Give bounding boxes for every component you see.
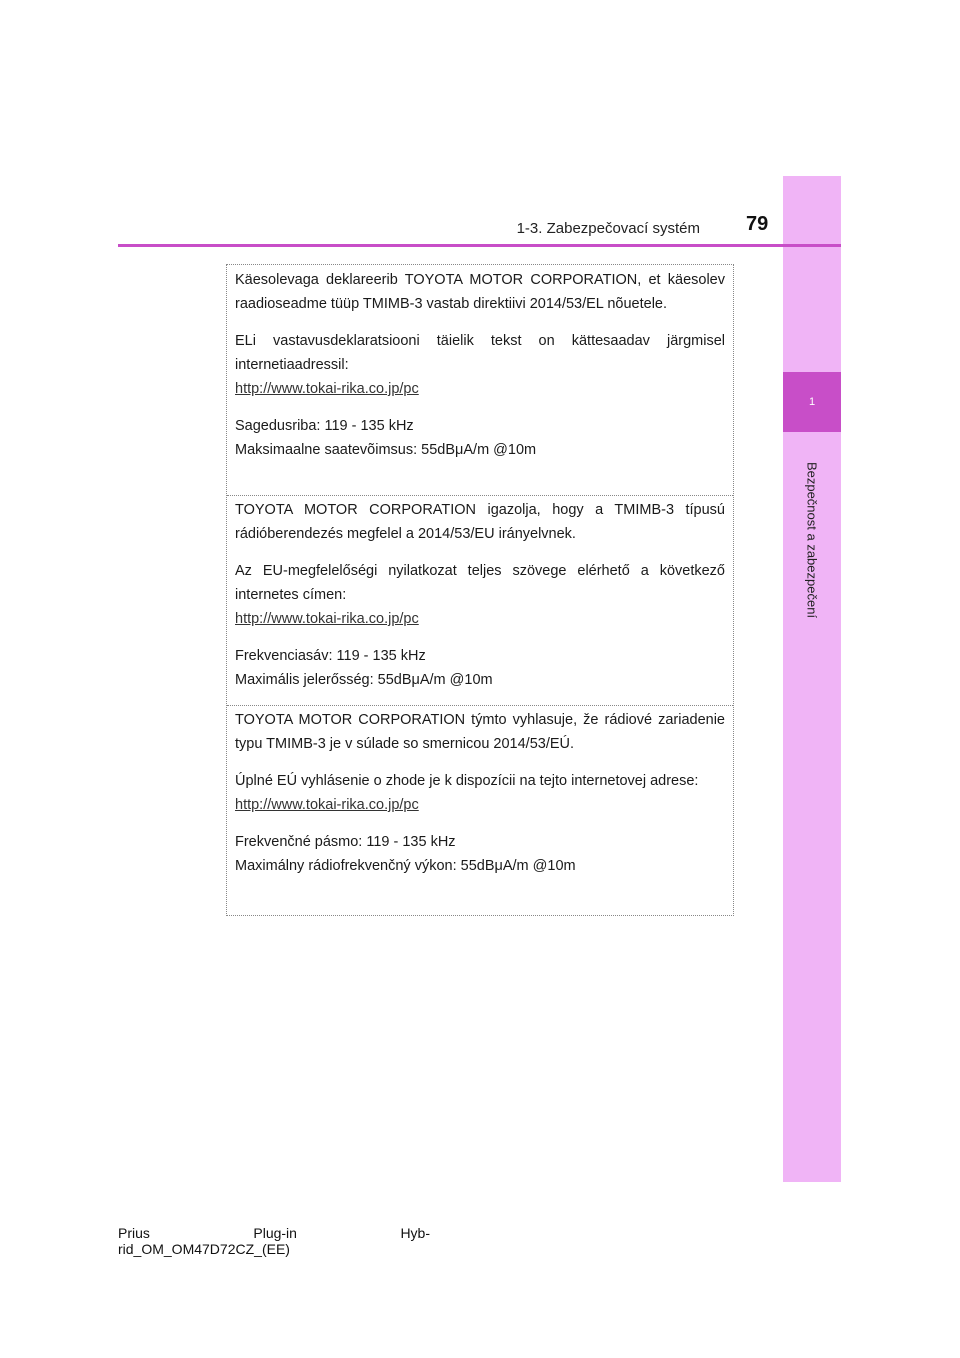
declaration-text: TOYOTA MOTOR CORPORATION týmto vyhlasuje, že rádiové zariadenie typu TMIMB-3 je v súlade so smernicou 2014/53/EÚ. [235, 712, 725, 752]
power-text: Maximális jelerősség: 55dBμA/m @10m [235, 672, 493, 688]
frequency-text: Frekvenciasáv: 119 - 135 kHz [235, 648, 426, 664]
declaration-section-slovak [227, 708, 733, 878]
footer-type: Hyb- [400, 1225, 430, 1241]
chapter-side-tab [783, 176, 841, 1182]
power-text: Maximálny rádiofrekvenčný výkon: 55dBμA/m @10m [235, 858, 576, 874]
footer-model: Prius [118, 1225, 150, 1241]
declaration-url-link[interactable]: http://www.tokai-rika.co.jp/pc [235, 797, 419, 813]
availability-text: ELi vastavusdeklaratsiooni täielik tekst on kättesaadav järgmisel internetiaadressil: [235, 333, 725, 373]
document-footer [118, 1225, 430, 1257]
declaration-box [226, 264, 734, 916]
frequency-text: Frekvenčné pásmo: 119 - 135 kHz [235, 834, 456, 850]
declaration-section-hungarian [227, 498, 733, 692]
section-divider [227, 495, 733, 496]
availability-text: Úplné EÚ vyhlásenie o zhode je k dispozícii na tejto internetovej adrese: [235, 773, 699, 789]
footer-document-code: rid_OM_OM47D72CZ_(EE) [118, 1241, 290, 1257]
power-text: Maksimaalne saatevõimsus: 55dBμA/m @10m [235, 442, 537, 458]
page-number: 79 [746, 213, 769, 235]
declaration-url-link[interactable]: http://www.tokai-rika.co.jp/pc [235, 381, 419, 397]
availability-text: Az EU-megfelelőségi nyilatkozat teljes szövege elérhető a következő internetes címen: [235, 563, 725, 603]
declaration-url-link[interactable]: http://www.tokai-rika.co.jp/pc [235, 611, 419, 627]
section-divider [227, 705, 733, 706]
chapter-title: Bezpečnost a zabezpečení [804, 461, 820, 619]
chapter-number-box [783, 372, 841, 432]
declaration-section-estonian [227, 268, 733, 462]
declaration-text: TOYOTA MOTOR CORPORATION igazolja, hogy a TMIMB-3 típusú rádióberendezés megfelel a 2014/53/EU irányelvnek. [235, 502, 725, 542]
header-rule [118, 244, 841, 247]
declaration-text: Käesolevaga deklareerib TOYOTA MOTOR CORPORATION, et käesolev raadioseadme tüüp TMIMB-3 vastab direktiivi 2014/53/EL nõuetele. [235, 272, 725, 312]
frequency-text: Sagedusriba: 119 - 135 kHz [235, 418, 414, 434]
footer-variant: Plug-in [253, 1225, 297, 1241]
section-title: 1-3. Zabezpečovací systém [516, 220, 700, 237]
chapter-number: 1 [808, 396, 816, 408]
